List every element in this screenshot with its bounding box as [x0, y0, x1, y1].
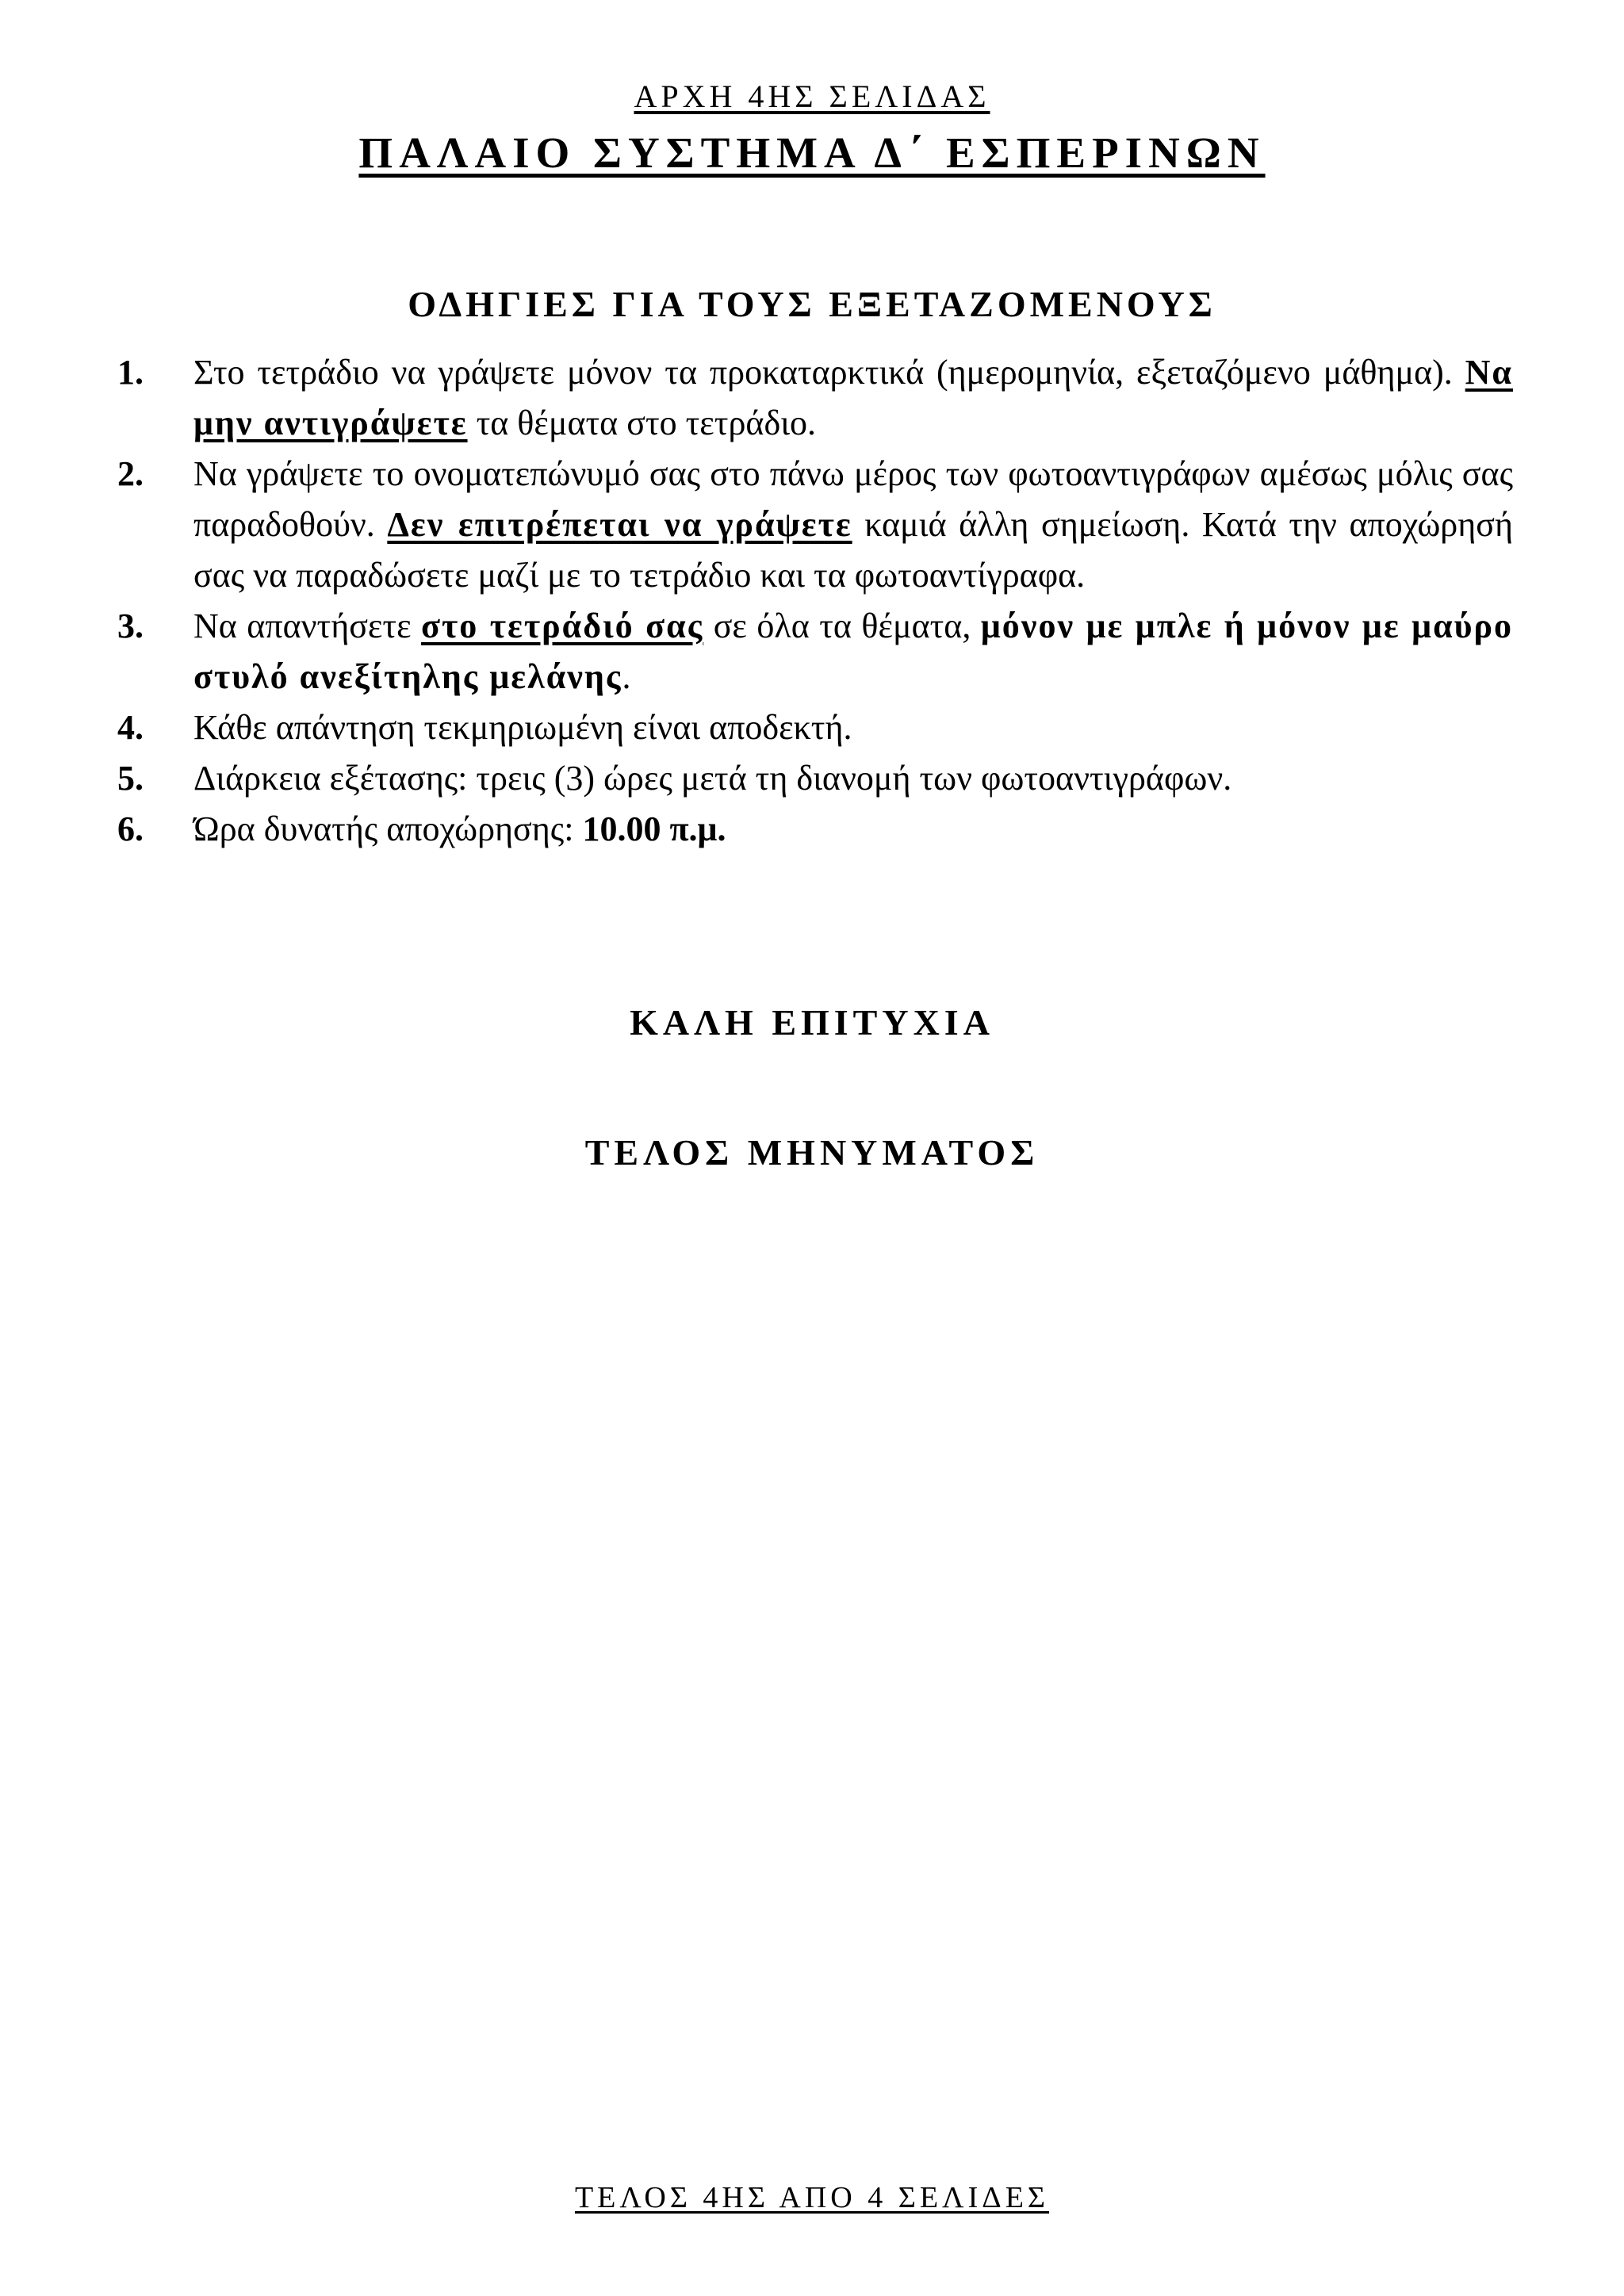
- instruction-number: 5.: [117, 759, 144, 798]
- instruction-number: 6.: [117, 809, 144, 848]
- instruction-text: Στο τετράδιο να γράψετε μόνον τα προκαταρκτικά (ημερομηνία, εξεταζόμενο μάθημα).: [193, 353, 1465, 392]
- instruction-item-4: [117, 702, 1513, 753]
- instruction-text: Διάρκεια εξέτασης: τρεις (3) ώρες μετά τη διανομή των φωτοαντιγράφων.: [193, 759, 1232, 798]
- instruction-number: 3.: [117, 607, 144, 645]
- instruction-item-2: [117, 449, 1513, 601]
- instructions-heading: ΟΔΗΓΙΕΣ ΓΙΑ ΤΟΥΣ ΕΞΕΤΑΖΟΜΕΝΟΥΣ: [408, 284, 1216, 324]
- instruction-text: Να απαντήσετε: [193, 607, 422, 645]
- instructions-list: [117, 347, 1513, 855]
- document-title: ΠΑΛΑΙΟ ΣΥΣΤΗΜΑ Δ΄ ΕΣΠΕΡΙΝΩΝ: [358, 128, 1266, 177]
- good-luck-message: ΚΑΛΗ ΕΠΙΤΥΧΙΑ: [630, 1002, 994, 1043]
- instruction-emphasis: μόνον με μπλε ή μόνον με μαύρο στυλό ανεξίτηλης μελάνης: [193, 607, 1514, 696]
- instruction-emphasis: Δεν επιτρέπεται να γράψετε: [387, 505, 852, 544]
- instruction-text: Να γράψετε το ονοματεπώνυμό σας στο πάνω μέρος των φωτοαντιγράφων αμέσως μόλις σας παραδοθούν.: [193, 454, 1513, 544]
- instruction-item-5: [117, 753, 1513, 804]
- instruction-text: καμιά άλλη σημείωση. Κατά την αποχώρησή σας να παραδώσετε μαζί με το τετράδιο και τα φωτοαντίγραφα.: [193, 505, 1513, 595]
- instruction-emphasis: 10.00 π.μ.: [582, 809, 726, 848]
- instruction-item-6: [117, 804, 1513, 855]
- instruction-text: Ώρα δυνατής αποχώρησης:: [193, 809, 583, 848]
- page-start-marker: ΑΡΧΗ 4ΗΣ ΣΕΛΙΔΑΣ: [634, 78, 990, 114]
- instruction-text: σε όλα τα θέματα,: [703, 607, 981, 645]
- instruction-item-3: [117, 601, 1513, 702]
- instruction-text: Κάθε απάντηση τεκμηριωμένη είναι αποδεκτή.: [193, 708, 852, 747]
- instruction-number: 4.: [117, 708, 144, 747]
- instruction-number: 1.: [117, 353, 144, 392]
- instruction-number: 2.: [117, 454, 144, 493]
- instruction-text: .: [622, 657, 631, 696]
- page-end-marker: ΤΕΛΟΣ 4ΗΣ ΑΠΟ 4 ΣΕΛΙΔΕΣ: [574, 2181, 1050, 2214]
- instruction-emphasis: Να μην αντιγράψετε: [193, 353, 1513, 442]
- end-of-message: ΤΕΛΟΣ ΜΗΝΥΜΑΤΟΣ: [584, 1132, 1040, 1173]
- instruction-emphasis: στο τετράδιό σας: [421, 607, 704, 645]
- instruction-item-1: [117, 347, 1513, 449]
- instruction-text: τα θέματα στο τετράδιο.: [467, 404, 817, 442]
